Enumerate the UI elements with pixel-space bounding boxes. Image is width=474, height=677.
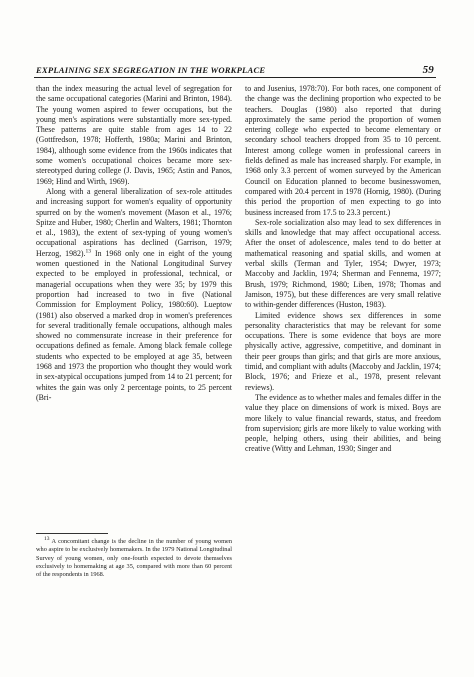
paragraph: to and Jusenius, 1978:70). For both races, one component of the change was the declining proportion who expected to be teachers. Douglas (1980) also reported that during approximately the same period the proportion of women entering college who expected to become elementary or secondary school teachers dropped from 35 to 10 percent. Interest among college women in professional careers in fields defined as male has increased sharply. For example, in 1968 only 3.3 percent of women surveyed by the American Council on Education planned to become businesswomen, compared with 20.4 percent in 1978 (Hornig, 1980). (During this period the proportion of men expecting to go into business increased from 17.5 to 23.3 percent.) xyxy=(245,84,441,217)
running-title: EXPLAINING SEX SEGREGATION IN THE WORKPLACE xyxy=(36,65,266,75)
paragraph: than the index measuring the actual level of segregation for the same occupational categories (Marini and Brinton, 1984). The young women aspired to fewer occupations, but the young men's aspirations were substantially more sex-typed. These patterns are quite stable from ages 14 to 22 (Gottfredson, 1978; Hofferth, 1980a; Marini and Brinton, 1984), although some evidence from the 1960s indicates that some women's occupational choices became more sex-stereotyped during college (J. Davis, 1965; Astin and Panos, 1969; Hind and Wirth, 1969). xyxy=(36,84,232,186)
paragraph: The evidence as to whether males and females differ in the value they place on dimensions of work is mixed. Boys are more likely to value financial rewards, status, and freedom from supervision; girls are more likely to value working with people, helping others, using their abilities, and being creative (Witty and Lehman, 1930; Singer and xyxy=(245,392,441,454)
footnote-paragraph xyxy=(36,535,232,579)
paragraph: Limited evidence shows sex differences in some personality characteristics that may be relevant for some occupations. There is some evidence that boys are more physically active, aggressive, competitive, and dominant in their peer groups than girls; and that girls are more anxious, timid, and compliant with adults (Maccoby and Jacklin, 1974; Block, 1976; and Frieze et al., 1978, present relevant reviews). xyxy=(245,310,441,392)
header-rule xyxy=(34,77,436,78)
right-column xyxy=(245,84,441,455)
paragraph xyxy=(36,187,232,403)
left-column xyxy=(36,84,232,403)
footnote-rule xyxy=(36,533,108,534)
paragraph-text: In 1968 only one in eight of the young women questioned in the National Longitudinal Survey expected to be employed in professional, technical, or managerial occupations when they were 35; by 1979 this proportion had increased to two in five (National Commission for Employment Policy, 1980:60). Lueptow (1981) also observed a marked drop in women's preferences for several traditionally female occupations, although males showed no commensurate increase in their preference for occupations defined as female. Among black female college students who expected to be employed at age 35, between 1968 and 1973 the proportion who thought they would work in sex-atypical occupations jumped from 14 to 21 percent; for whites the gain was only 2 percentage points, to 25 percent (Bri- xyxy=(36,248,232,402)
footnote-text: A concomitant change is the decline in the number of young women who aspire to be exclusively homemakers. In the 1979 National Longitudinal Survey of young women, only one-fourth expected to devote themselves exclusively to homemaking at age 35, compared with more than 60 percent of the respondents in 1968. xyxy=(36,538,232,579)
footnote-marker: 13 xyxy=(44,535,50,542)
page-number: 59 xyxy=(422,64,434,76)
paragraph: Sex-role socialization also may lead to sex differences in skills and knowledge that may affect occupational access. After the onset of adolescence, males tend to do better at mathematical reasoning and spatial skills, and women at verbal skills (Terman and Tyler, 1954; Dwyer, 1973; Maccoby and Jacklin, 1974; Sherman and Fennema, 1977; Brush, 1979; Richmond, 1980; Liben, 1978; Thomas and Jamison, 1975), but these differences are very small relative to within-gender differences (Huston, 1983). xyxy=(245,217,441,310)
running-header xyxy=(36,64,434,76)
paragraph-text: Along with a general liberalization of sex-role attitudes and increasing support for women's equality of opportunity spurred on by the women's movement (Mason et al., 1976; Spitze and Huber, 1980; Cherlin and Walters, 1981; Thornton et al., 1983), the extent of sex-typing of young women's occupational aspirations has declined (Garrison, 1979; Herzog, 1982). xyxy=(36,186,232,258)
footnote-reference: 13 xyxy=(85,248,92,255)
footnote xyxy=(36,535,232,579)
